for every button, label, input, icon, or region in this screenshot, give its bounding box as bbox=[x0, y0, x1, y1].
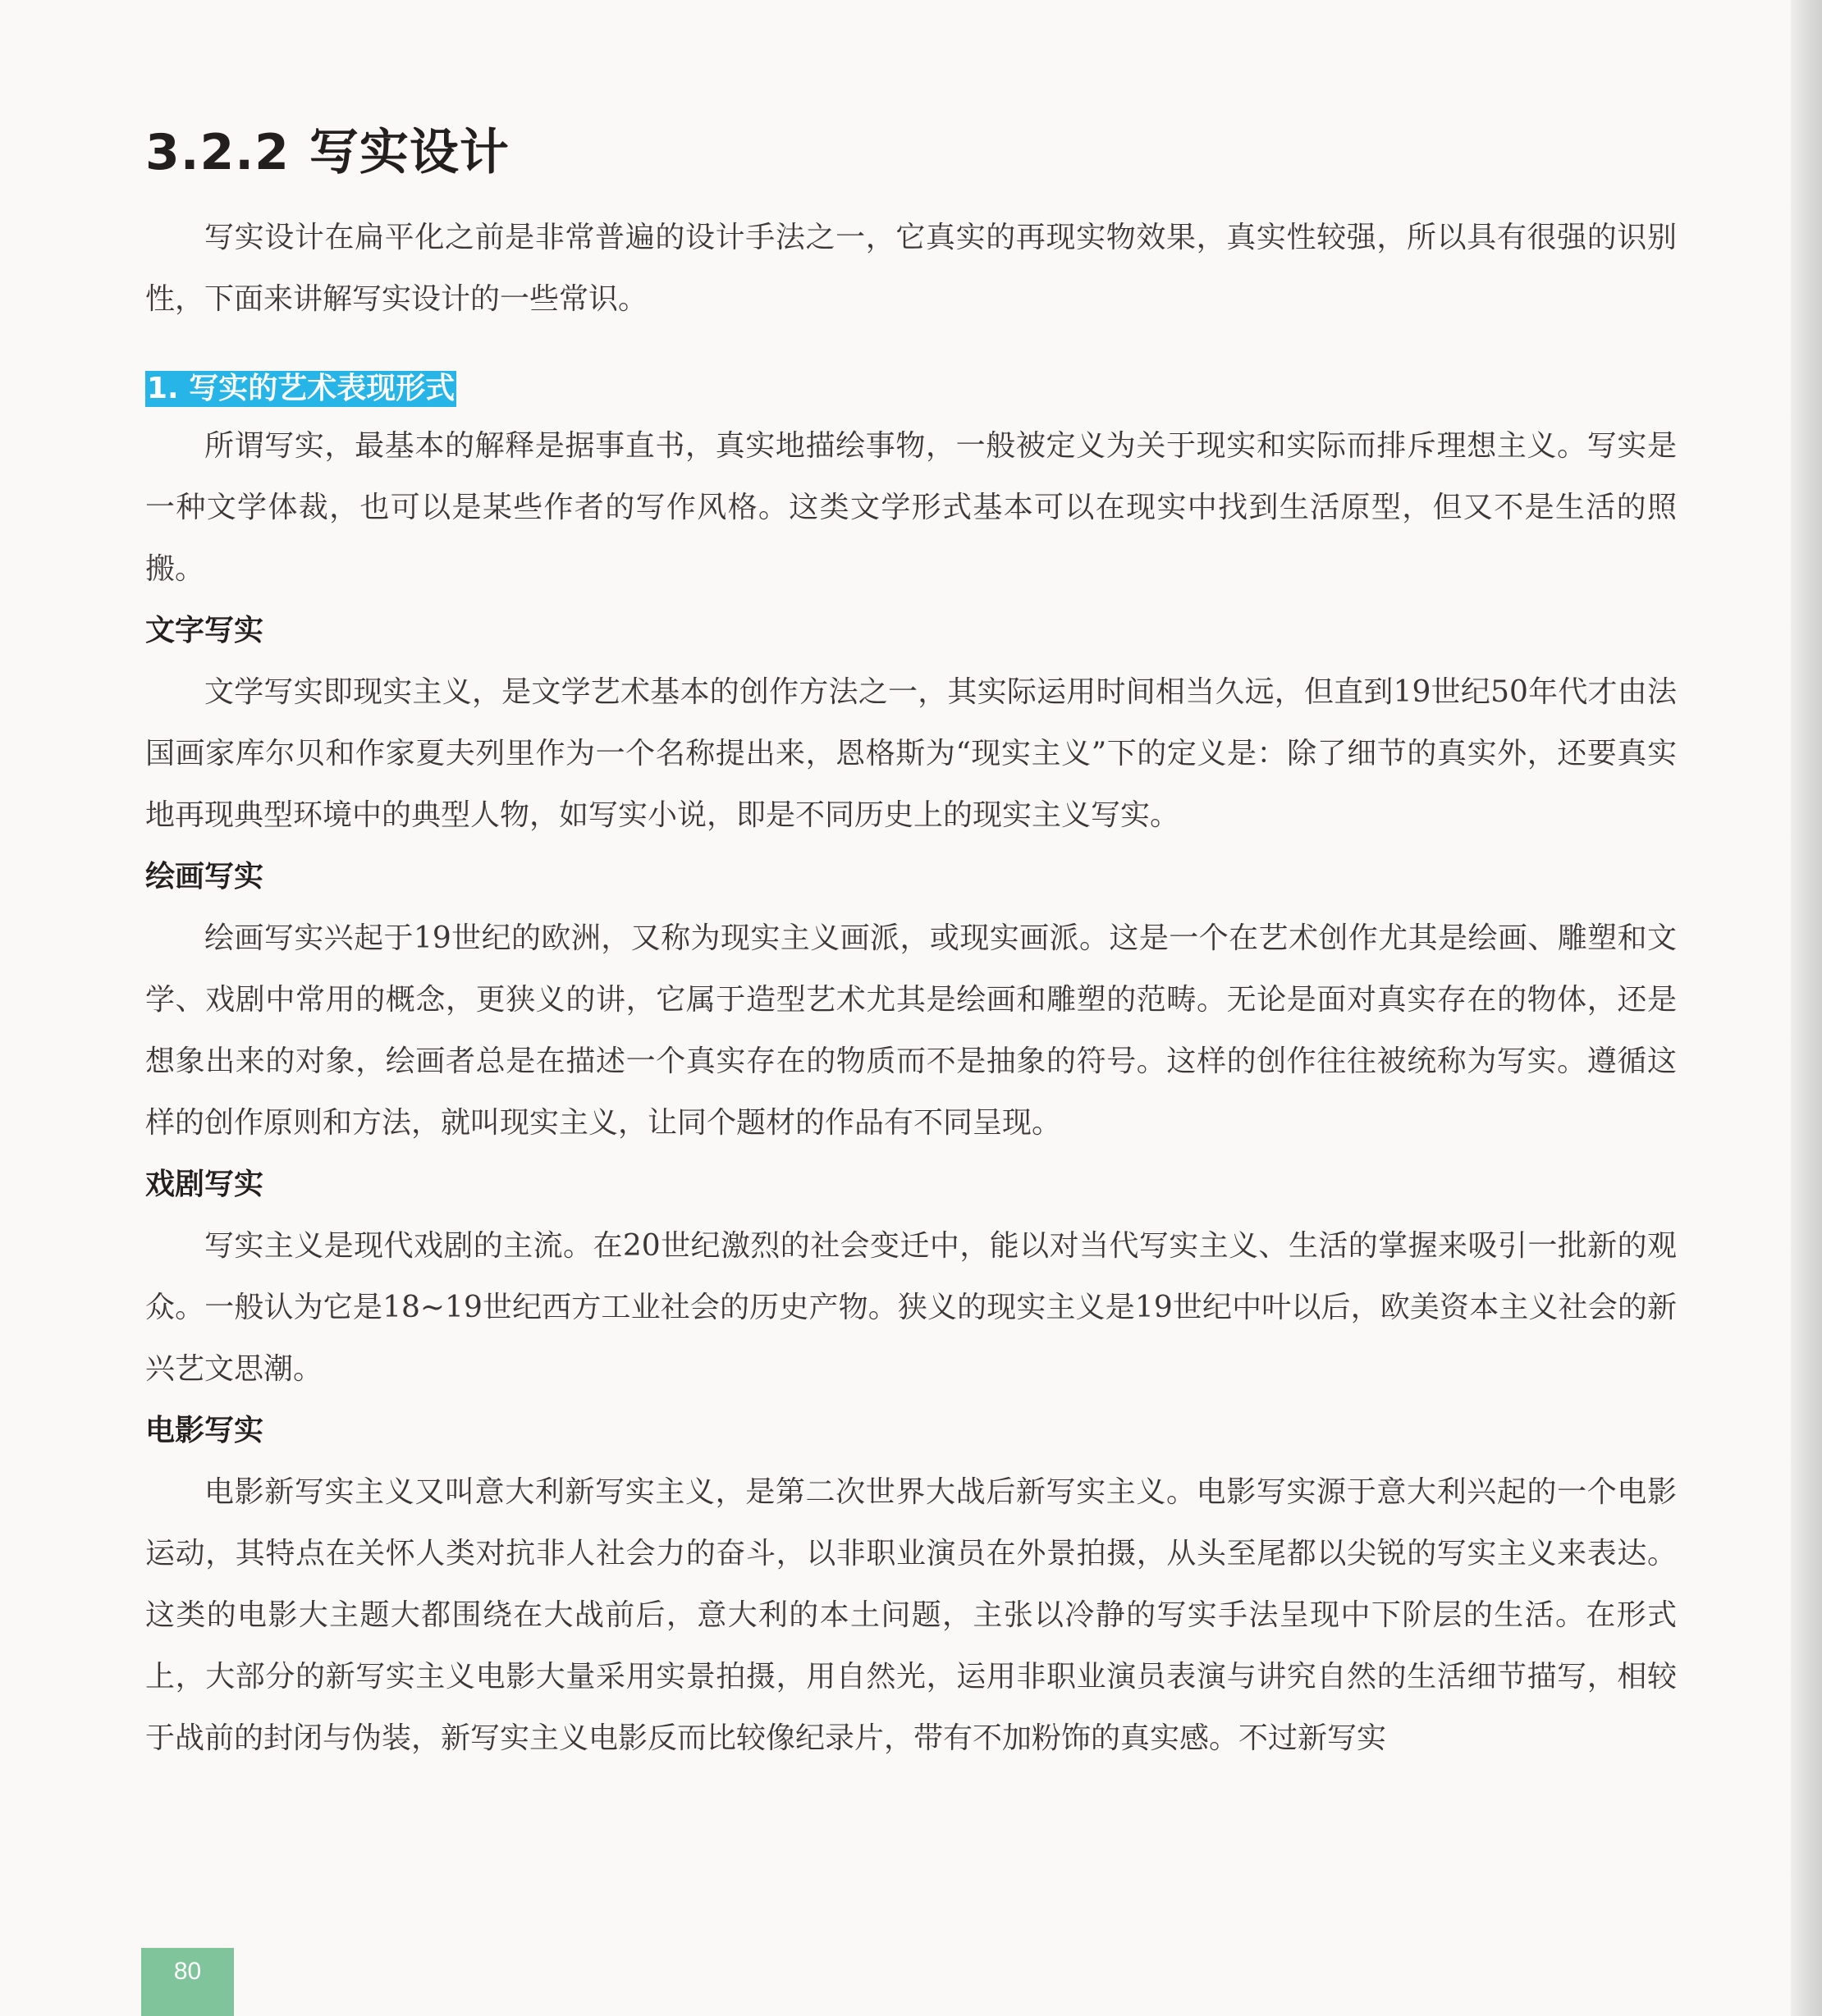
topic-heading-painting-realism: 绘画写实 bbox=[145, 860, 264, 894]
topic-paragraph-text-realism: 文学写实即现实主义，是文学艺术基本的创作方法之一，其实际运用时间相当久远，但直到19世纪50年代才由法国画家库尔贝和作家夏夫列里作为一个名称提出来，恩格斯为“现实主义”下的定义是：除了细节的真实外，还要真实地再现典型环境中的典型人物，如写实小说，即是不同历史上的现实主义写实。 bbox=[145, 675, 1677, 832]
page-edge-shadow bbox=[1791, 0, 1822, 2016]
section-title-text: 写实设计 bbox=[309, 124, 510, 181]
topic-paragraph-film-realism: 电影新写实主义又叫意大利新写实主义，是第二次世界大战后新写实主义。电影写实源于意大利兴起的一个电影运动，其特点在关怀人类对抗非人社会力的奋斗，以非职业演员在外景拍摄，从头至尾都以尖锐的写实主义来表达。这类的电影大主题大都围绕在大战前后，意大利的本土问题，主张以冷静的写实手法呈现中下阶层的生活。在形式上，大部分的新写实主义电影大量采用实景拍摄，用自然光，运用非职业演员表演与讲究自然的生活细节描写，相较于战前的封闭与伪装，新写实主义电影反而比较像纪录片，带有不加粉饰的真实感。不过新写实 bbox=[145, 1475, 1677, 1755]
page-number-box bbox=[141, 1948, 234, 2016]
topic-paragraph-painting-realism: 绘画写实兴起于19世纪的欧洲，又称为现实主义画派，或现实画派。这是一个在艺术创作尤其是绘画、雕塑和文学、戏剧中常用的概念，更狭义的讲，它属于造型艺术尤其是绘画和雕塑的范畴。无论是面对真实存在的物体，还是想象出来的对象，绘画者总是在描述一个真实存在的物质而不是抽象的符号。这样的创作往往被统称为写实。遵循这样的创作原则和方法，就叫现实主义，让同个题材的作品有不同呈现。 bbox=[145, 921, 1677, 1140]
topic-heading-film-realism: 电影写实 bbox=[145, 1414, 264, 1447]
intro-paragraph: 写实设计在扁平化之前是非常普遍的设计手法之一，它真实的再现实物效果，真实性较强，所以具有很强的识别性，下面来讲解写实设计的一些常识。 bbox=[145, 221, 1677, 316]
page-content bbox=[145, 123, 1677, 1769]
subsection-title: 1. 写实的艺术表现形式 bbox=[147, 372, 456, 405]
section-number: 3.2.2 bbox=[145, 124, 290, 181]
subsection-paragraph: 所谓写实，最基本的解释是据事直书，真实地描绘事物，一般被定义为关于现实和实际而排斥理想主义。写实是一种文学体裁，也可以是某些作者的写作风格。这类文学形式基本可以在现实中找到生活原型，但又不是生活的照搬。 bbox=[145, 429, 1677, 586]
topic-heading-drama-realism: 戏剧写实 bbox=[145, 1168, 264, 1201]
page-number: 80 bbox=[173, 1958, 202, 1985]
topic-paragraph-drama-realism: 写实主义是现代戏剧的主流。在20世纪激烈的社会变迁中，能以对当代写实主义、生活的掌握来吸引一批新的观众。一般认为它是18~19世纪西方工业社会的历史产物。狭义的现实主义是19世纪中叶以后，欧美资本主义社会的新兴艺文思潮。 bbox=[145, 1229, 1677, 1386]
topic-heading-text-realism: 文字写实 bbox=[145, 614, 264, 647]
section-title bbox=[145, 123, 1677, 182]
